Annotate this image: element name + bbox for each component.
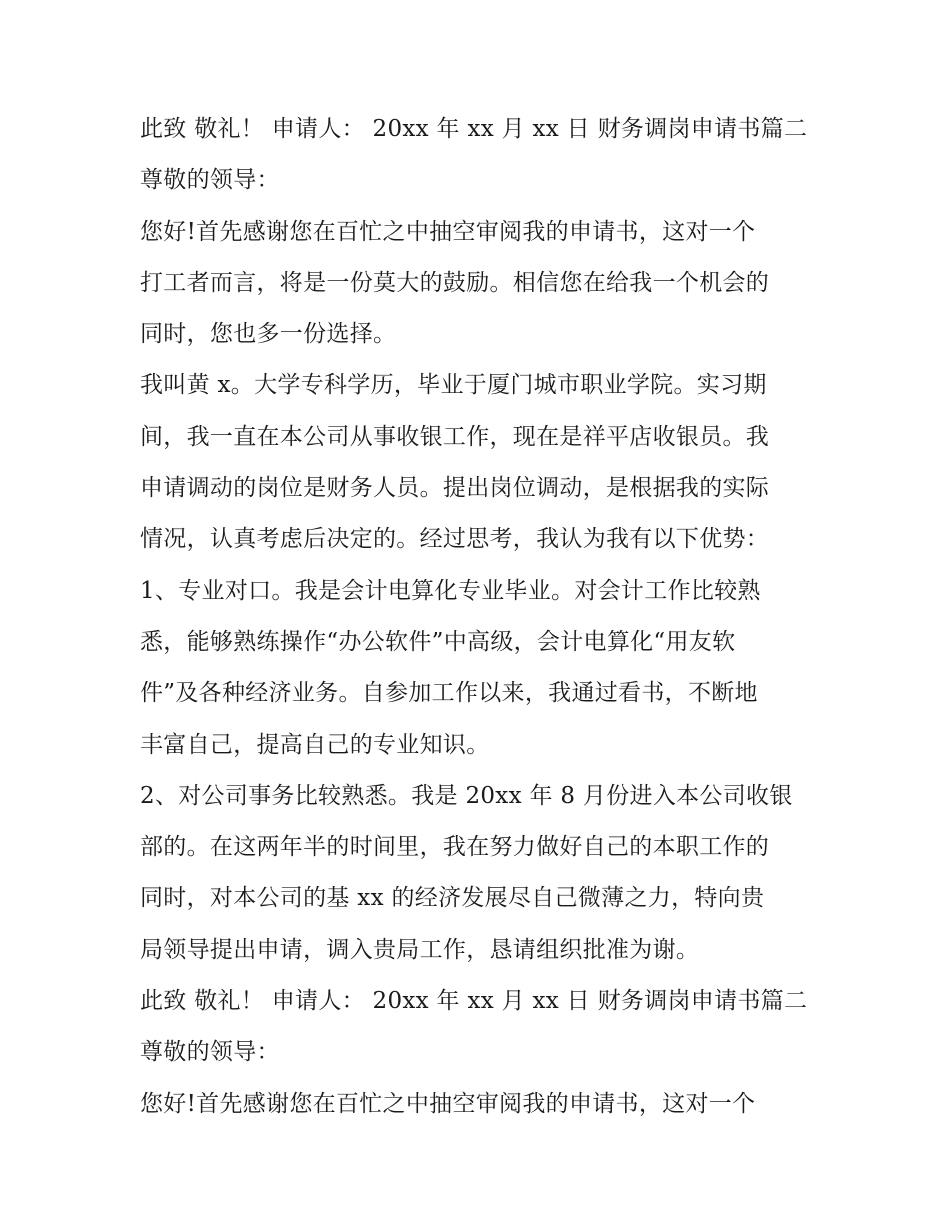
text-line: 部的。在这两年半的时间里，我在努力做好自己的本职工作的 xyxy=(140,834,770,861)
text-line: 同时，您也多一份选择。 xyxy=(140,321,397,348)
text-line: 悉，能够熟练操作“办公软件”中高级，会计电算化“用友软 xyxy=(140,628,736,655)
text-line: 1、专业对口。我是会计电算化专业毕业。对会计工作比较熟 xyxy=(140,577,761,604)
text-line: 此致 敬礼！ 申请人： 20xx 年 xx 月 xx 日 财务调岗申请书篇二 xyxy=(140,116,808,142)
text-line: 此致 敬礼！ 申请人： 20xx 年 xx 月 xx 日 财务调岗申请书篇二 xyxy=(140,988,808,1015)
text-line: 申请调动的岗位是财务人员。提出岗位调动，是根据我的实际 xyxy=(140,475,770,502)
text-line: 同时，对本公司的基 xx 的经济发展尽自己微薄之力，特向贵 xyxy=(140,885,765,912)
text-line: 2、对公司事务比较熟悉。我是 20xx 年 8 月份进入本公司收银 xyxy=(140,782,793,809)
text-line: 情况，认真考虑后决定的。经过思考，我认为我有以下优势： xyxy=(140,526,770,553)
text-line: 您好!首先感谢您在百忙之中抽空审阅我的申请书，这对一个 xyxy=(140,1090,756,1117)
text-line: 我叫黄 x。大学专科学历，毕业于厦门城市职业学院。实习期 xyxy=(140,372,767,399)
text-line: 间，我一直在本公司从事收银工作，现在是祥平店收银员。我 xyxy=(140,423,770,450)
document-body xyxy=(140,104,820,1130)
text-line: 打工者而言，将是一份莫大的鼓励。相信您在给我一个机会的 xyxy=(140,269,770,296)
text-line: 您好!首先感谢您在百忙之中抽空审阅我的申请书，这对一个 xyxy=(140,218,756,245)
text-line: 尊敬的领导： xyxy=(140,1039,280,1066)
text-line: 丰富自己，提高自己的专业知识。 xyxy=(140,731,490,758)
text-line: 局领导提出申请，调入贵局工作，恳请组织批准为谢。 xyxy=(140,936,700,963)
text-line: 尊敬的领导： xyxy=(140,167,280,194)
text-line: 件”及各种经济业务。自参加工作以来，我通过看书，不断地 xyxy=(140,680,758,707)
